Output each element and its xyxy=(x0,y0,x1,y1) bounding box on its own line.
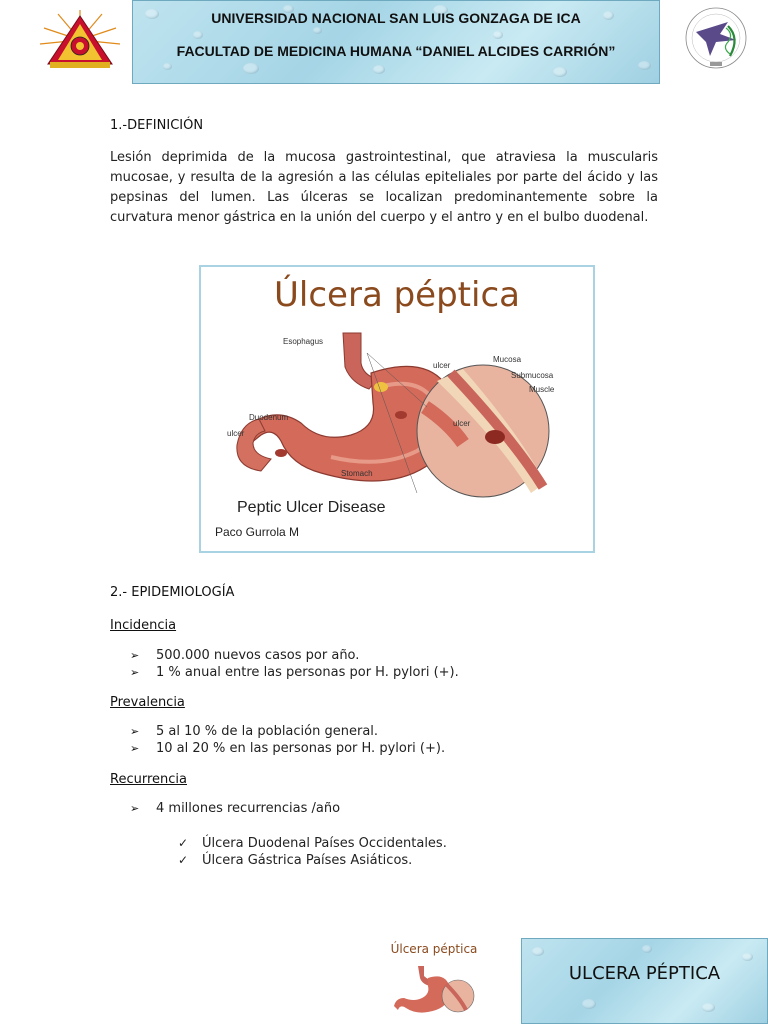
figure-title: Úlcera péptica xyxy=(274,275,520,315)
label-submucosa: Submucosa xyxy=(511,371,554,380)
incidence-list xyxy=(130,647,459,681)
university-seal-icon xyxy=(38,10,122,70)
faculty-name: FACULTAD DE MEDICINA HUMANA “DANIEL ALCIDES CARRIÓN” xyxy=(176,43,616,59)
definition-text: Lesión deprimida de la mucosa gastrointestinal, que atraviesa la muscularis mucosae, y resulta de la agresión a las células epiteliales por parte del ácido y las pepsinas del lumen. Las úlceras se localizan predominantemente sobre la curvatura menor gástrica en la unión del cuerpo y el antro y en el bulbo duodenal. xyxy=(110,150,658,225)
list-item: ➢ 4 millones recurrencias /año xyxy=(130,801,341,816)
peptic-ulcer-figure xyxy=(199,265,595,553)
epidemiology-section xyxy=(110,585,658,600)
label-ulcer-top: ulcer xyxy=(433,361,451,370)
header-banner xyxy=(132,0,660,84)
check-bullet-icon: ✓ xyxy=(178,836,189,850)
footer-thumbnail xyxy=(384,938,484,1022)
footer-title: ULCERA PÉPTICA xyxy=(568,963,721,984)
list-item: ➢ 500.000 nuevos casos por año. xyxy=(130,648,360,663)
figure-caption: Peptic Ulcer Disease xyxy=(237,499,386,516)
thumbnail-title: Úlcera péptica xyxy=(390,942,478,956)
prevalence-label: Prevalencia xyxy=(110,695,185,710)
university-name: UNIVERSIDAD NACIONAL SAN LUIS GONZAGA DE ICA xyxy=(211,10,581,26)
thumbnail-stomach-icon xyxy=(388,960,480,1020)
check-bullet-icon: ✓ xyxy=(178,853,189,867)
list-item: ✓ Úlcera Duodenal Países Occidentales. xyxy=(178,836,447,851)
recurrence-sublist xyxy=(178,835,447,869)
arrow-bullet-icon: ➢ xyxy=(130,666,140,679)
incidence-label: Incidencia xyxy=(110,618,177,633)
label-stomach: Stomach xyxy=(341,469,373,478)
figure-author: Paco Gurrola M xyxy=(215,525,300,539)
epidemiology-heading: 2.- EPIDEMIOLOGÍA xyxy=(110,585,235,600)
arrow-bullet-icon: ➢ xyxy=(130,742,140,755)
list-item: ➢ 5 al 10 % de la población general. xyxy=(130,724,379,739)
label-esophagus: Esophagus xyxy=(283,337,324,346)
arrow-bullet-icon: ➢ xyxy=(130,725,140,738)
recurrence-list xyxy=(130,800,340,817)
definition-heading: 1.-DEFINICIÓN xyxy=(110,118,204,133)
label-mucosa: Mucosa xyxy=(493,355,522,364)
definition-section xyxy=(110,118,658,133)
label-muscle: Muscle xyxy=(529,385,555,394)
prevalence-list xyxy=(130,723,445,757)
arrow-bullet-icon: ➢ xyxy=(130,802,140,815)
faculty-seal-icon xyxy=(670,4,762,74)
label-duodenum: Duodenum xyxy=(249,413,289,422)
label-ulcer-left: ulcer xyxy=(227,429,245,438)
list-item: ➢ 10 al 20 % en las personas por H. pylori (+). xyxy=(130,741,446,756)
list-item: ➢ 1 % anual entre las personas por H. pylori (+). xyxy=(130,665,459,680)
list-item: ✓ Úlcera Gástrica Países Asiáticos. xyxy=(178,853,413,868)
recurrence-label: Recurrencia xyxy=(110,772,187,787)
footer-banner xyxy=(521,938,768,1024)
label-ulcer-inset: ulcer xyxy=(453,419,471,428)
arrow-bullet-icon: ➢ xyxy=(130,649,140,662)
